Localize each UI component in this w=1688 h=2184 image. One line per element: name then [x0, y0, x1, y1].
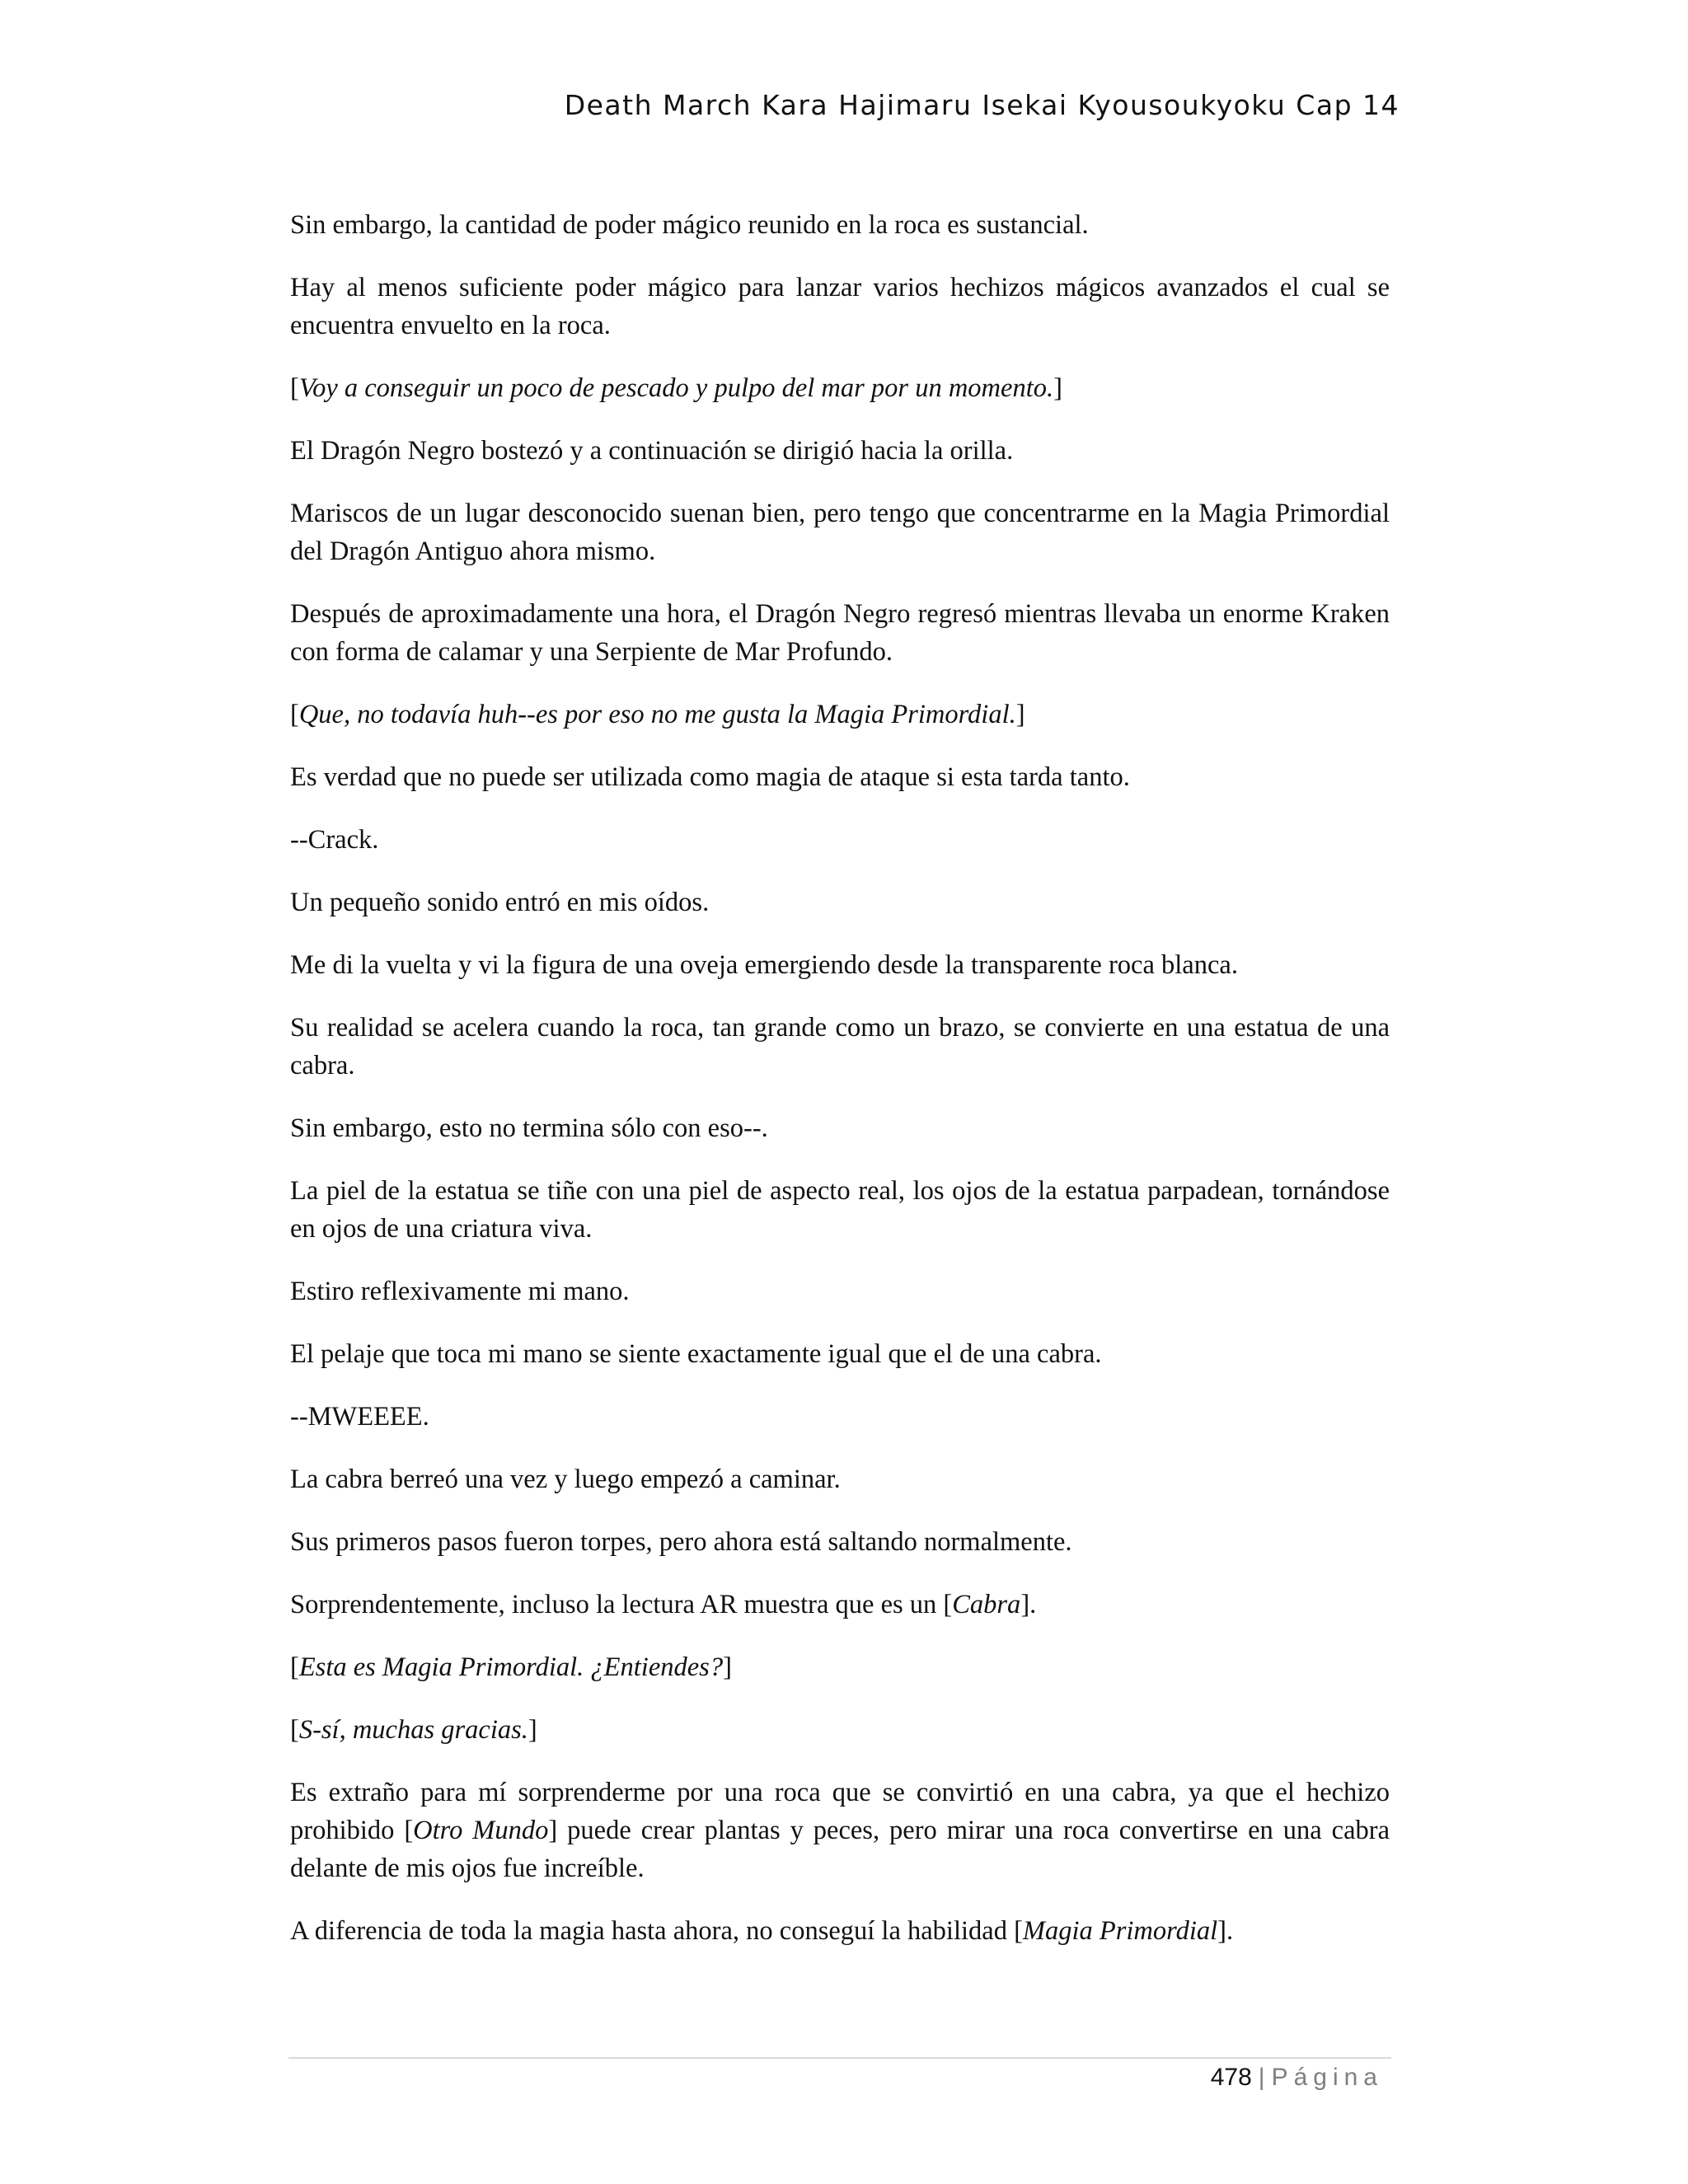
text-run: Mariscos de un lugar desconocido suenan bien, pero tengo que concentrarme en la Magia Primordial del Dragón Antiguo ahora mismo. — [290, 499, 1390, 566]
paragraph — [290, 1109, 1390, 1147]
paragraph — [290, 1774, 1390, 1887]
text-run: Es extraño para mí sorprenderme por una roca que se convirtió en una cabra, ya que el hechizo prohibido [ — [290, 1778, 1390, 1845]
text-run: Después de aproximadamente una hora, el Dragón Negro regresó mientras llevaba un enorme Kraken con forma de calamar y una Serpiente de Mar Profundo. — [290, 599, 1390, 667]
text-run: Sorprendentemente, incluso la lectura AR muestra que es un [ — [290, 1590, 953, 1619]
text-run: Me di la vuelta y vi la figura de una oveja emergiendo desde la transparente roca blanca. — [290, 950, 1238, 980]
paragraph — [290, 1172, 1390, 1248]
text-run: Estiro reflexivamente mi mano. — [290, 1277, 630, 1306]
italic-text: Que, no todavía huh--es por eso no me gusta la Magia Primordial. — [298, 700, 1016, 729]
paragraph — [290, 1912, 1390, 1950]
paragraph — [290, 432, 1390, 470]
italic-text: Esta es Magia Primordial. ¿Entiendes? — [298, 1652, 724, 1682]
footer-divider — [288, 2057, 1391, 2059]
paragraph — [290, 1398, 1390, 1436]
running-header: Death March Kara Hajimaru Isekai Kyousoukyoku Cap 14 — [564, 89, 1400, 121]
text-run: Hay al menos suficiente poder mágico para lanzar varios hechizos mágicos avanzados el cual se encuentra envuelto en la roca. — [290, 273, 1390, 340]
paragraph — [290, 269, 1390, 344]
text-run: [ — [290, 1652, 299, 1682]
text-run: El Dragón Negro bostezó y a continuación se dirigió hacia la orilla. — [290, 436, 1014, 466]
text-run: La piel de la estatua se tiñe con una piel de aspecto real, los ojos de la estatua parpadean, tornándose en ojos de una criatura viva. — [290, 1176, 1390, 1244]
text-run: ] — [723, 1652, 732, 1682]
text-run: ] puede crear plantas y peces, pero mirar una roca convertirse en una cabra delante de mis ojos fue increíble. — [290, 1816, 1390, 1883]
paragraph — [290, 696, 1390, 733]
italic-text: S-sí, muchas gracias. — [298, 1715, 528, 1745]
text-run: Su realidad se acelera cuando la roca, tan grande como un brazo, se convierte en una estatua de una cabra. — [290, 1013, 1390, 1080]
text-run: [ — [290, 1715, 299, 1745]
paragraph — [290, 821, 1390, 859]
paragraph — [290, 206, 1390, 244]
paragraph — [290, 494, 1390, 570]
italic-text: Cabra — [952, 1590, 1021, 1619]
text-run: Sin embargo, esto no termina sólo con eso--. — [290, 1113, 768, 1143]
page-number: 478 — [1210, 2064, 1252, 2091]
paragraph — [290, 1009, 1390, 1085]
paragraph — [290, 595, 1390, 671]
paragraph — [290, 758, 1390, 796]
italic-text: Otro Mundo — [413, 1816, 549, 1845]
paragraph — [290, 1272, 1390, 1310]
text-run: La cabra berreó una vez y luego empezó a caminar. — [290, 1465, 841, 1494]
paragraph — [290, 1460, 1390, 1498]
text-run: ] — [1053, 373, 1062, 403]
text-run: ] — [1015, 700, 1025, 729]
text-run: A diferencia de toda la magia hasta ahora, no conseguí la habilidad [ — [290, 1916, 1023, 1946]
paragraph — [290, 1648, 1390, 1686]
text-run: [ — [290, 373, 299, 403]
text-run: ]. — [1020, 1590, 1037, 1619]
text-run: Un pequeño sonido entró en mis oídos. — [290, 888, 710, 917]
text-run: El pelaje que toca mi mano se siente exactamente igual que el de una cabra. — [290, 1339, 1102, 1369]
text-run: Sus primeros pasos fueron torpes, pero ahora está saltando normalmente. — [290, 1527, 1072, 1557]
text-run: --MWEEEE. — [290, 1402, 429, 1432]
italic-text: Voy a conseguir un poco de pescado y pulpo del mar por un momento. — [298, 373, 1054, 403]
text-run: ] — [528, 1715, 537, 1745]
paragraph — [290, 1335, 1390, 1373]
paragraph — [290, 946, 1390, 984]
page-label: Página — [1271, 2064, 1383, 2091]
italic-text: Magia Primordial — [1022, 1916, 1218, 1946]
page-footer — [1211, 2064, 1383, 2092]
footer-separator: | — [1258, 2064, 1265, 2091]
paragraph — [290, 1523, 1390, 1561]
text-run: Es verdad que no puede ser utilizada como magia de ataque si esta tarda tanto. — [290, 762, 1130, 792]
text-run: [ — [290, 700, 299, 729]
paragraph — [290, 1711, 1390, 1749]
paragraph — [290, 369, 1390, 407]
text-run: ]. — [1217, 1916, 1234, 1946]
paragraph — [290, 883, 1390, 921]
text-run: Sin embargo, la cantidad de poder mágico reunido en la roca es sustancial. — [290, 210, 1089, 240]
chapter-body — [290, 206, 1390, 1975]
paragraph — [290, 1586, 1390, 1624]
text-run: --Crack. — [290, 825, 379, 855]
